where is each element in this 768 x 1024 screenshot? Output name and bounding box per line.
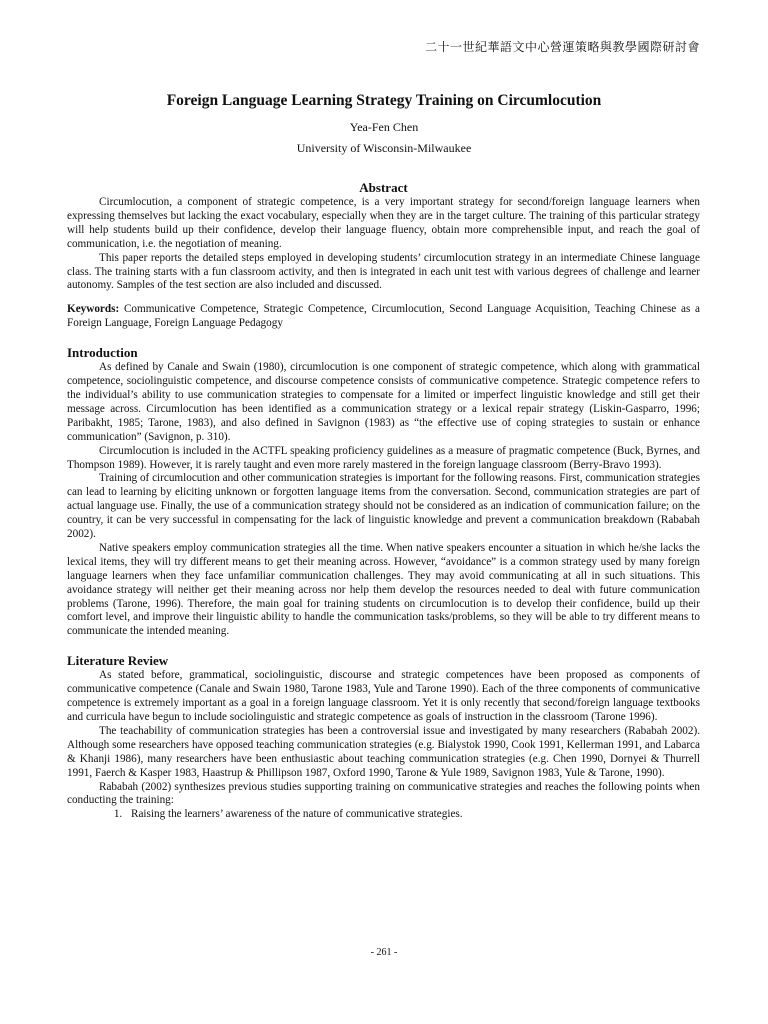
paper-title: Foreign Language Learning Strategy Training on Circumlocution <box>166 92 602 109</box>
literature-review-paragraph: Rababah (2002) synthesizes previous studies supporting training on communicative strategies and reaches the following points when conducting the training: <box>67 780 700 807</box>
keywords <box>67 303 700 331</box>
introduction-paragraph: Training of circumlocution and other communication strategies is important for the following reasons. First, communication strategies can lead to learning by eliciting unknown or forgotten language items from the conversation. Second, communication strategies are part of actual language use. Finally, the use of a communication strategy should not be considered as an indication of communication failure; on the country, it can be very successful in compensating for the lack of linguistic knowledge and prevent a communication breakdown (Rababah 2002). <box>67 472 700 541</box>
abstract-paragraph: This paper reports the detailed steps employed in developing students’ circumlocution strategy in an intermediate Chinese language class. The training starts with a fun classroom activity, and then is integrated in each unit test with various degrees of challenge and learner autonomy. Samples of the test section are also included and discussed. <box>67 251 700 292</box>
literature-review-paragraph: As stated before, grammatical, sociolinguistic, discourse and strategic competences have been proposed as components of communicative competence (Canale and Swain 1980, Tarone 1983, Yule and Tarone 1990). Each of the three components of communicative competence is extremely important as a goal in a foreign language classroom. Yet it is only recently that second/foreign language textbooks and curricula have begun to include sociolinguistic and strategic competence as goals of instruction in the classroom (Tarone 1996). <box>67 669 700 723</box>
abstract-heading: Abstract <box>359 180 408 195</box>
introduction-paragraph: As defined by Canale and Swain (1980), circumlocution is one component of strategic competence, which along with grammatical competence, sociolinguistic competence, and discourse competence consists of communicative competence. Strategic competence refers to the individual’s ability to use communication strategies to compensate for a limited or imperfect linguistic knowledge and still get their message across. Circumlocution has been identified as a communication strategy or a lexical repair strategy (Liskin-Gasparro, 1996; Paribakht, 1985; Tarone, 1983), and also defined in Savignon (1983) as “the effective use of coping strategies to sustain or enhance communication” (Savignon, p. 310). <box>67 361 700 443</box>
paper-body <box>67 180 700 822</box>
keywords-text: Communicative Competence, Strategic Competence, Circumlocution, Second Language Acquisition, Teaching Chinese as a Foreign Language, Foreign Language Pedagogy <box>67 303 701 330</box>
introduction-paragraph: Native speakers employ communication strategies all the time. When native speakers encounter a situation in which he/she lacks the lexical items, they will try different means to get their meaning across. However, “avoidance” is a common strategy used by many foreign language learners when they face unfamiliar communication challenges. They may avoid communicating at all in such situations. This avoidance strategy will neither get their meaning across nor help them develop the resources needed to deal with future communication problems (Tarone, 1996). Therefore, the main goal for training students on circumlocution is to develop their confidence, build up their comfort level, and improve their linguistic ability to handle the communication tasks/problems, so they will be able to try different means to communicate the intended meaning. <box>67 541 700 638</box>
author-affiliation: University of Wisconsin-Milwaukee <box>296 141 472 155</box>
training-points-list <box>67 808 700 822</box>
running-header: 二十一世紀華語文中心營運策略與教學國際研討會 <box>424 40 700 54</box>
keywords-label: Keywords: <box>67 303 120 316</box>
literature-review-paragraph: The teachability of communication strategies has been a controversial issue and investigated by many researchers (Rababah 2002). Although some researchers have opposed teaching communication strategies (e.g. Bialystok 1990, Cook 1991, Kellerman 1991, and Labarca & Khanji 1986), many researchers have been enthusiastic about teaching communication strategies (e.g. Chen 1990, Dornyei & Thurrell 1991, Faerch & Kasper 1983, Haastrup & Phillipson 1987, Oxford 1990, Tarone & Yule 1989, Savignon 1983, Yule & Tarone, 1990). <box>67 724 700 779</box>
introduction-paragraph: Circumlocution is included in the ACTFL speaking proficiency guidelines as a measure of pragmatic competence (Buck, Byrnes, and Thompson 1989). However, it is rarely taught and even more rarely mastered in the foreign language classroom (Berry-Bravo 1993). <box>67 444 700 471</box>
list-item: 1. Raising the learners’ awareness of the nature of communicative strategies. <box>125 808 700 822</box>
literature-review-heading: Literature Review <box>67 653 169 669</box>
introduction-heading: Introduction <box>67 345 138 361</box>
abstract-paragraph: Circumlocution, a component of strategic competence, is a very important strategy for second/foreign language learners when expressing themselves but lacking the exact vocabulary, especially when they are in the target culture. The training of this particular strategy will help students build up their confidence, develop their language fluency, obtain more comprehensible input, and reach the goal of communication, i.e. the negotiation of meaning. <box>67 196 700 250</box>
author-name: Yea-Fen Chen <box>349 120 419 134</box>
page-number: - 261 - <box>370 947 398 958</box>
